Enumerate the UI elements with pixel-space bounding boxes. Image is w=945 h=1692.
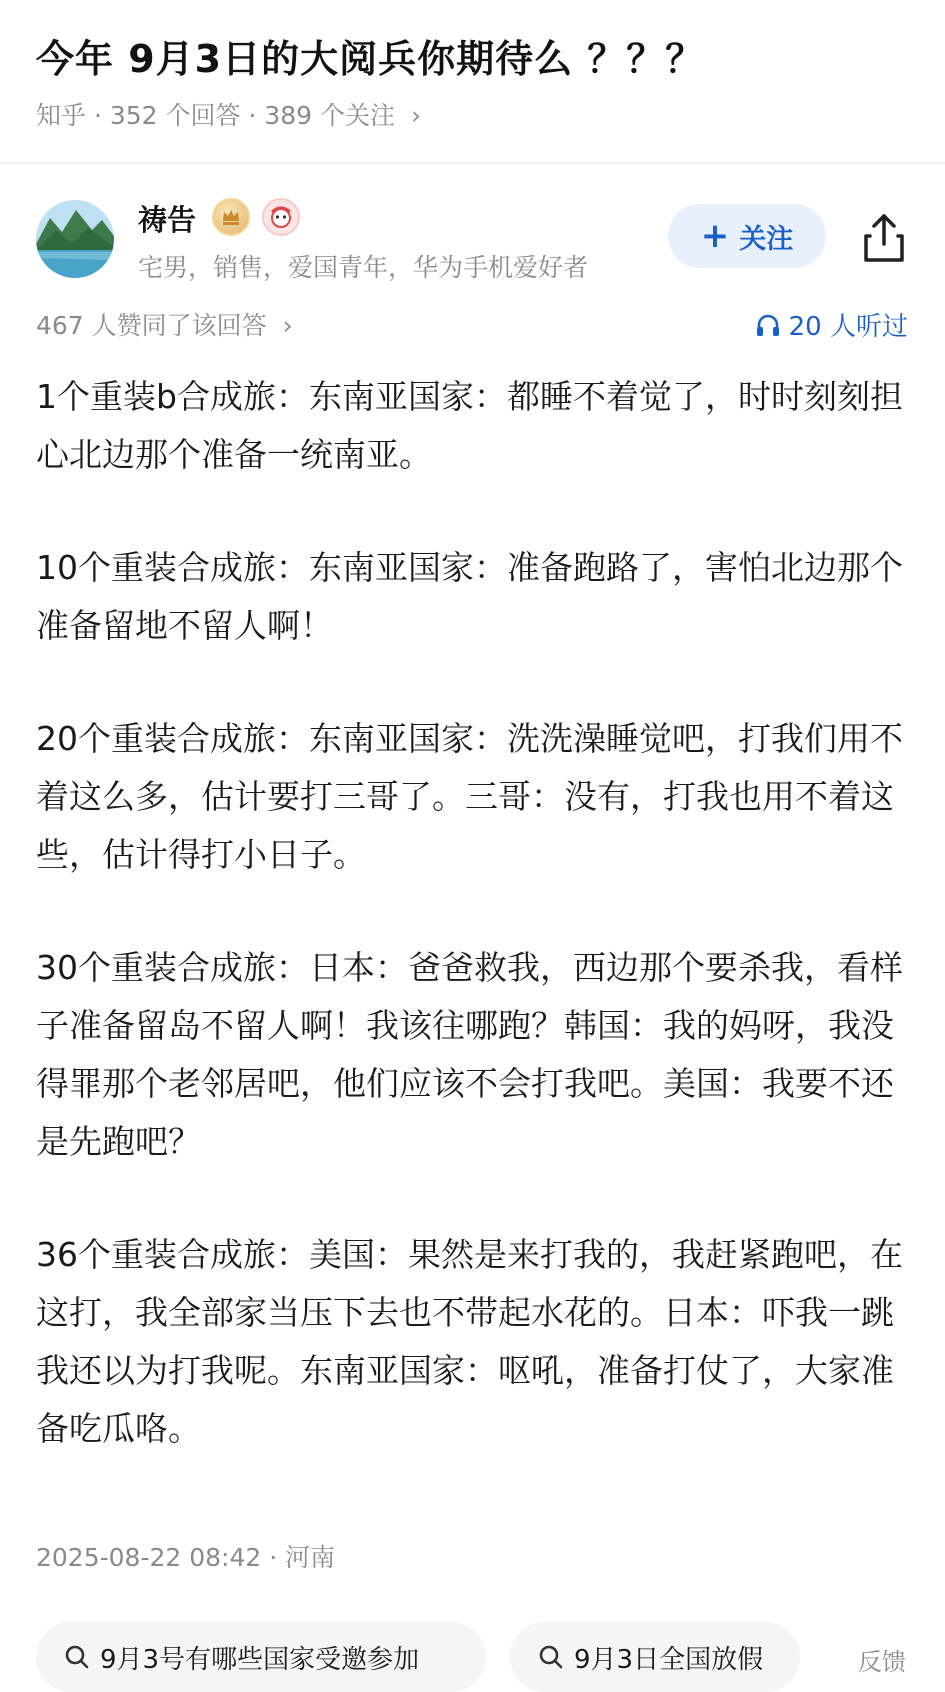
related-search-chip[interactable] xyxy=(36,1622,486,1692)
share-icon[interactable] xyxy=(860,210,908,266)
author-name[interactable]: 祷告 xyxy=(138,203,197,237)
crown-badge-icon[interactable] xyxy=(212,198,250,236)
chip-label: 9月3号有哪些国家受邀参加 xyxy=(100,1644,420,1675)
answer-paragraph: 36个重装合成旅：美国：果然是来打我的，我赶紧跑吧，在这打，我全部家当压下去也不带起水花的。日本：吓我一跳我还以为打我呢。东南亚国家：呕吼，准备打仗了，大家准备吃瓜咯。 xyxy=(36,1235,903,1448)
chevron-right-icon: › xyxy=(282,311,293,340)
question-header xyxy=(0,0,945,160)
answer-paragraph: 20个重装合成旅：东南亚国家：洗洗澡睡觉吧，打我们用不着这么多，估计要打三哥了。三哥：没有，打我也用不着这些，估计得打小日子。 xyxy=(36,719,903,874)
follow-label: 关注 xyxy=(739,223,794,255)
answer-content xyxy=(36,368,908,1513)
avatar[interactable] xyxy=(36,200,114,278)
answer-paragraph: 10个重装合成旅：东南亚国家：准备跑路了，害怕北边那个准备留地不留人啊！ xyxy=(36,548,903,645)
answer-paragraph: 30个重装合成旅：日本：爸爸救我，西边那个要杀我，看样子准备留岛不留人啊！我该往哪跑？韩国：我的妈呀，我没得罪那个老邻居吧，他们应该不会打我吧。美国：我要不还是先跑吧？ xyxy=(36,948,903,1161)
related-search-chips xyxy=(0,1622,945,1688)
question-title[interactable]: 今年 9月3日的大阅兵你期待么 ？？？ xyxy=(36,37,705,81)
chip-label: 9月3日全国放假 xyxy=(574,1644,764,1675)
header-divider xyxy=(0,162,945,164)
author-bio: 宅男，销售，爱国青年，华为手机爱好者 xyxy=(138,253,589,282)
upvote-text: 467 人赞同了该回答 xyxy=(36,311,267,340)
avatar-landscape-image xyxy=(36,200,114,278)
answer-stats xyxy=(0,306,945,346)
question-meta-text: 知乎 · 352 个回答 · 389 个关注 xyxy=(36,101,396,130)
plus-icon: + xyxy=(700,216,730,256)
answer-paragraph: 1个重装b合成旅：东南亚国家：都睡不着觉了，时时刻刻担心北边那个准备一统南亚。 xyxy=(36,377,903,474)
search-icon xyxy=(538,1644,564,1670)
author-row xyxy=(0,190,945,290)
listen-count: 20 人听过 xyxy=(788,312,908,342)
related-search-chip[interactable] xyxy=(510,1622,800,1692)
follow-button[interactable] xyxy=(668,204,826,268)
headphones-icon xyxy=(755,312,781,338)
answer-timestamp: 2025-08-22 08:42 · 河南 xyxy=(36,1543,336,1572)
chevron-right-icon: › xyxy=(410,101,421,130)
upvote-count[interactable] xyxy=(36,306,293,342)
feedback-link[interactable]: 反馈 xyxy=(858,1648,906,1676)
listen-button[interactable] xyxy=(755,306,908,343)
search-icon xyxy=(64,1644,90,1670)
mascot-badge-icon[interactable] xyxy=(262,198,300,236)
question-meta[interactable] xyxy=(36,96,421,132)
